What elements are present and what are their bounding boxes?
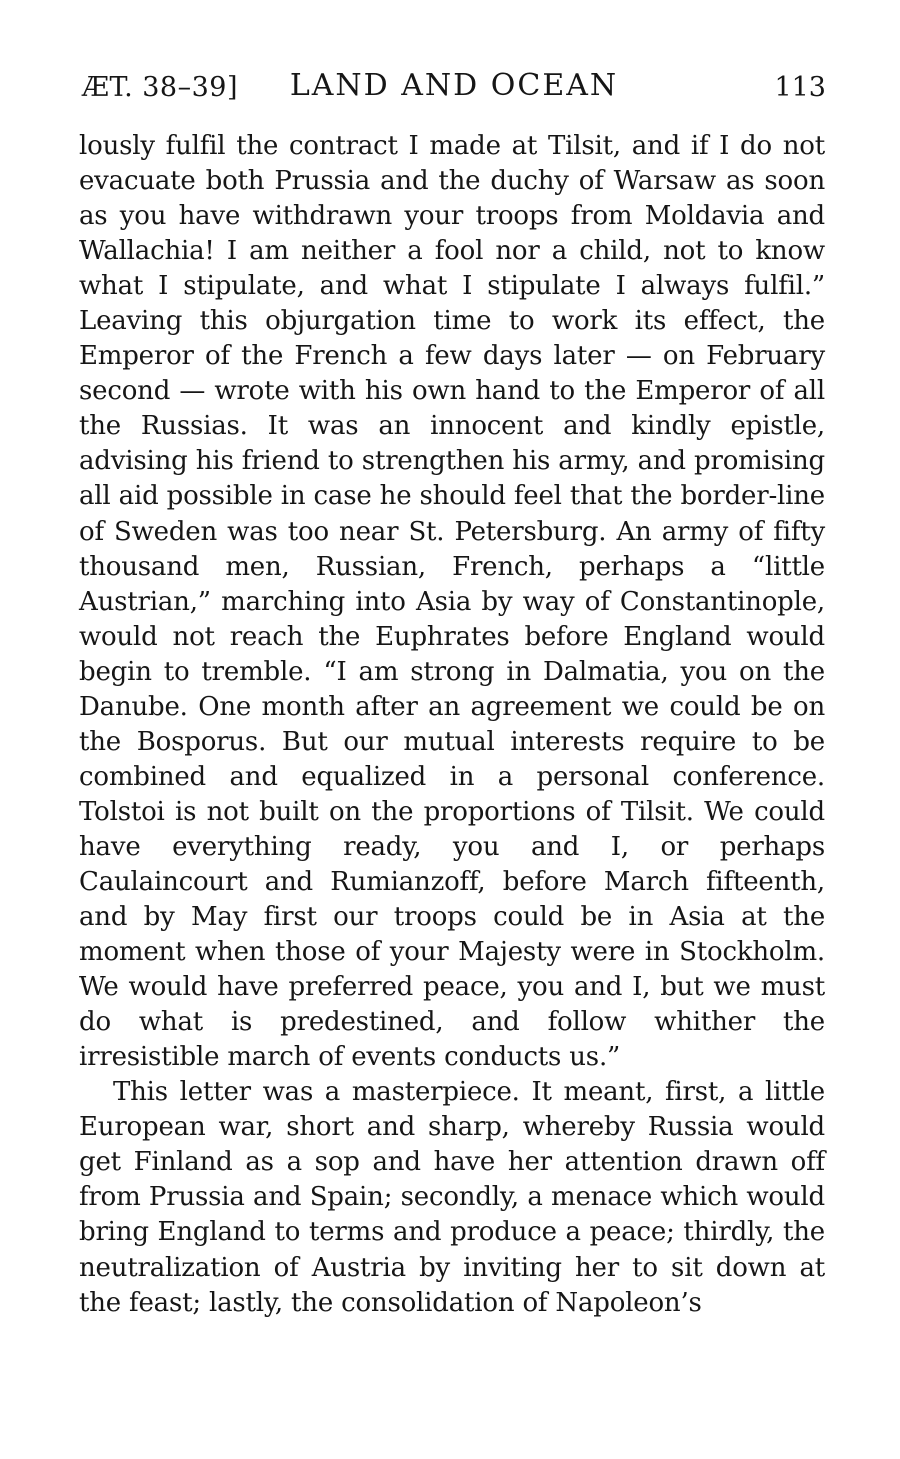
paragraph-2: This letter was a masterpiece. It meant, first, a little European war, short and sharp, whereby Russia would get Finland as a sop and have her attention drawn off from Prussia and Spain; secondly, a menace which would bring England to terms and produce a peace; thirdly, the neutralization of Austria by inviting her to sit down at the feast; lastly, the consolidation of Napoleon’s bbox=[79, 1077, 825, 1318]
paragraph-1: lously fulfil the contract I made at Tilsit, and if I do not evacuate both Prussia and the duchy of Warsaw as soon as you have withdrawn your troops from Moldavia and Wallachia! I am neither a fool nor a child, not to know what I stipulate, and what I stipulate I always fulfil.” Leaving this objurgation time to work its effect, the Emperor of the French a few days later — on February second — wrote with his own hand to the Emperor of all the Russias. It was an innocent and kindly epistle, advising his friend to strengthen his army, and promising all aid possible in case he should feel that the border-line of Sweden was too near St. Petersburg. An army of fifty thousand men, Russian, French, perhaps a “little Austrian,” marching into Asia by way of Constantinople, would not reach the Euphrates before England would begin to tremble. “I am strong in Dalmatia, you on the Danube. One month after an agreement we could be on the Bosporus. But our mutual interests require to be combined and equalized in a personal conference. Tolstoi is not built on the proportions of Tilsit. We could have everything ready, you and I, or perhaps Caulaincourt and Rumianzoff, before March fifteenth, and by May first our troops could be in Asia at the moment when those of your Majesty were in Stockholm. We would have preferred peace, you and I, but we must do what is predestined, and follow whither the irresistible march of events conducts us.” bbox=[79, 131, 825, 1073]
page-number: 113 bbox=[774, 72, 826, 103]
header-chapter-title: LAND AND OCEAN bbox=[289, 68, 619, 103]
body-text bbox=[79, 129, 825, 1321]
running-header bbox=[82, 58, 826, 108]
header-age-range: ÆT. 38–39] bbox=[82, 72, 238, 103]
